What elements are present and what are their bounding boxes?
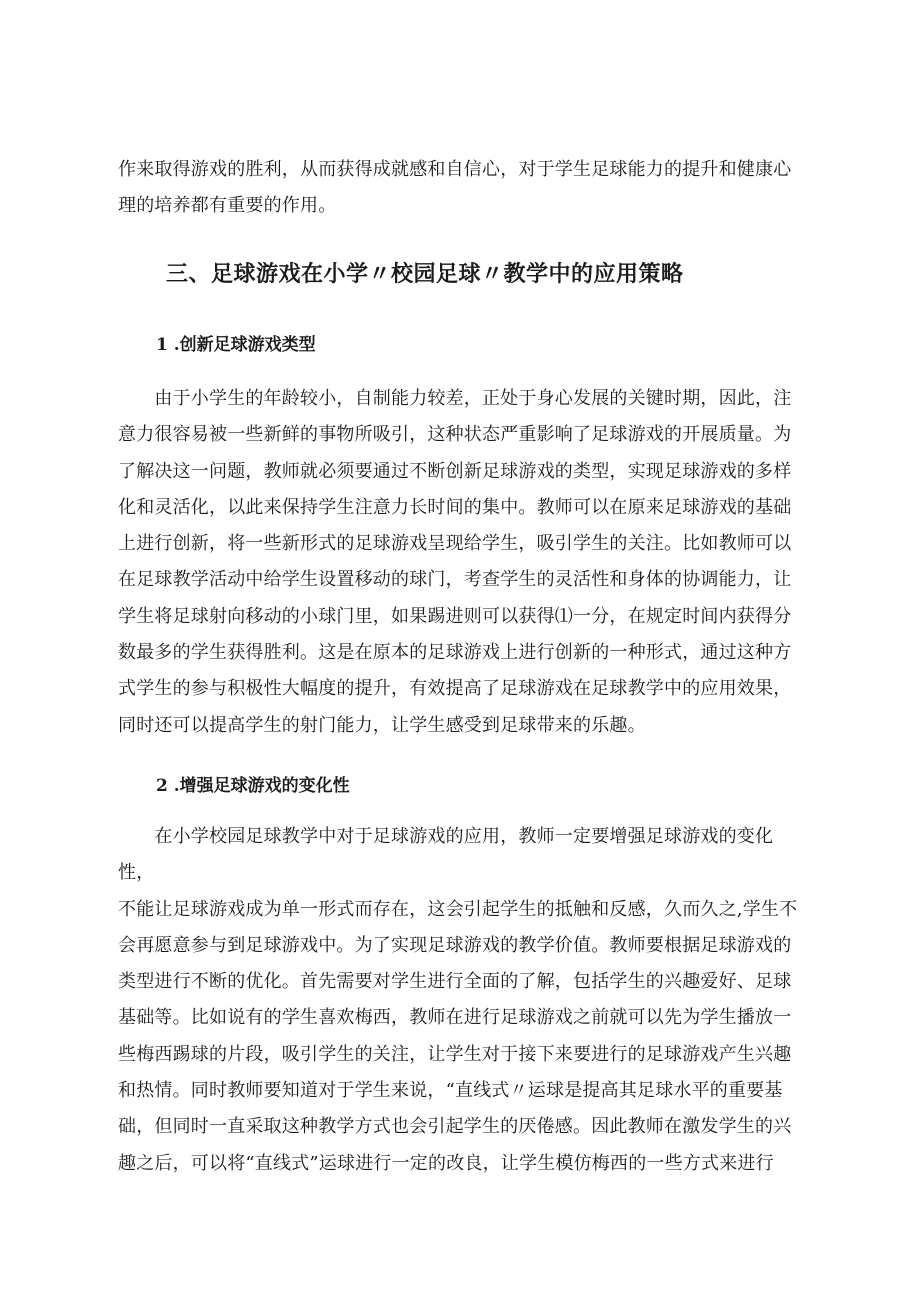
subheading-1: 1 .创新足球游戏类型	[156, 335, 316, 355]
intro-paragraph: 作来取得游戏的胜利，从而获得成就感和自信心，对于学生足球能力的提升和健康心 理的培养都有重要的作用。	[118, 159, 792, 217]
subheading-2: 2 .增强足球游戏的变化性	[156, 776, 350, 796]
paragraph-2: 在小学校园足球教学中对于足球游戏的应用，教师一定要增强足球游戏的变化性， 不能让足球游戏成为单一形式而存在，这会引起学生的抵触和反感，久而久之,学生不 会再愿意参与到足球游戏中。为了实现足球游戏的教学价值。教师要根据足球游戏的 类型进行不断的优化。首先需要对学生进行全面的了解，包括学生的兴趣爱好、足球 基础等。比如说有的学生喜欢梅西，教师在进行足球游戏之前就可以先为学生播放一 些梅西踢球的片段，吸引学生的关注，让学生对于接下来要进行的足球游戏产生兴趣 和热情。同时教师要知道对于学生来说，“直线式〃运球是提高其足球水平的重要基 础，但同时一直采取这种教学方式也会引起学生的厌倦感。因此教师在激发学生的兴 趣之后，可以将“直线式”运球进行一定的改良，让学生模仿梅西的一些方式来进行	[118, 826, 798, 1174]
paragraph-1: 由于小学生的年龄较小，自制能力较差，正处于身心发展的关键时期，因此，注 意力很容易被一些新鲜的事物所吸引，这种状态严重影响了足球游戏的开展质量。为 了解决这一问题，教师就必须要通过不断创新足球游戏的类型，实现足球游戏的多样 化和灵活化，以此来保持学生注意力长时间的集中。教师可以在原来足球游戏的基础 上进行创新，将一些新形式的足球游戏呈现给学生，吸引学生的关注。比如教师可以 在足球教学活动中给学生设置移动的球门，考查学生的灵活性和身体的协调能力，让 学生将足球射向移动的小球门里，如果踢进则可以获得⑴一分，在规定时间内获得分 数最多的学生获得胜利。这是在原本的足球游戏上进行创新的一种形式，通过这种方 式学生的参与积极性大幅度的提升，有效提高了足球游戏在足球教学中的应用效果， 同时还可以提高学生的射门能力，让学生感受到足球带来的乐趣。	[118, 388, 792, 736]
section-heading: 三、足球游戏在小学〃校园足球〃教学中的应用策略	[166, 261, 684, 287]
